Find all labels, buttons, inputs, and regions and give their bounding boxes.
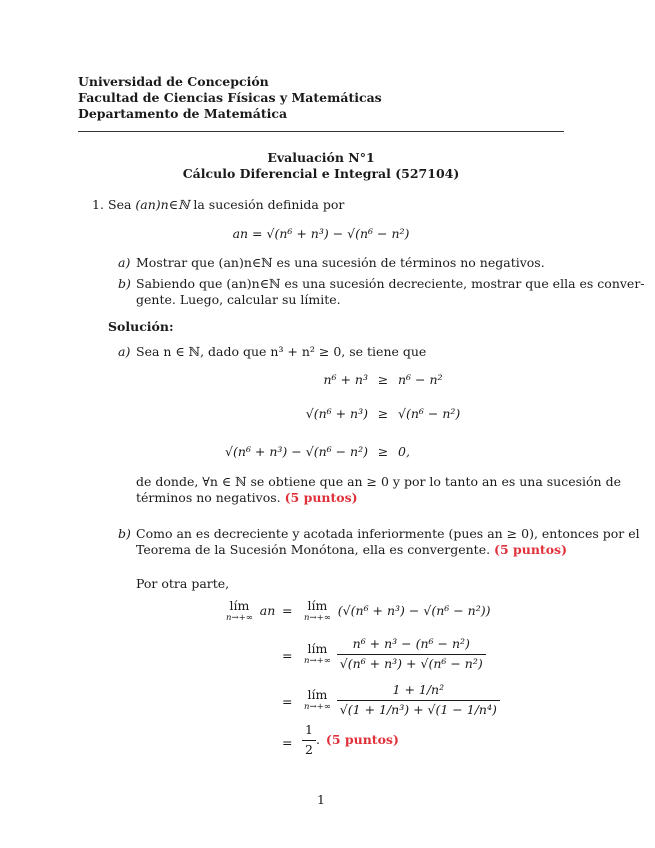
faculty-name: Facultad de Ciencias Físicas y Matemáticas [78, 90, 382, 105]
step2-denominator: √(n⁶ + n³) + √(n⁶ − n²) [339, 655, 483, 671]
limit-row-3-rel: = [282, 694, 293, 709]
solution-b-line2 [136, 542, 567, 559]
exam-title: Evaluación N°1 [267, 150, 375, 165]
ineq2-lhs: √(n⁶ + n³) [305, 406, 368, 421]
problem-number: 1. [92, 197, 104, 212]
problem-intro [108, 197, 344, 214]
department-name: Departamento de Matemática [78, 106, 288, 121]
lim-step2-sub: n→+∞ [304, 655, 331, 666]
solution-heading: Solución: [108, 319, 174, 334]
lim-step2 [304, 643, 331, 665]
sequence-definition: an = √(n⁶ + n³) − √(n⁶ − n²) [232, 226, 410, 241]
step3-denominator: √(1 + 1/n³) + √(1 − 1/n⁴) [339, 701, 497, 717]
part-b-label: b) [118, 276, 131, 291]
step2-fraction [337, 636, 486, 673]
lim-step3 [304, 689, 331, 711]
limit-row-3-rhs [304, 682, 500, 719]
limit-row-4-rel: = [282, 735, 293, 750]
limit-row-1-rhs [304, 600, 491, 622]
problem-intro-pre: Sea [108, 197, 136, 212]
lim-step1 [304, 600, 331, 622]
part-a-text: Mostrar que (an)n∈ℕ es una sucesión de términos no negativos. [136, 255, 545, 270]
page-number: 1 [317, 792, 325, 807]
solution-a-points: (5 puntos) [284, 490, 358, 505]
ineq2-rhs: √(n⁶ − n²) [398, 406, 461, 421]
lim-lhs-sub: n→+∞ [226, 612, 253, 623]
limit-row-4-rhs [302, 722, 399, 759]
university-name: Universidad de Concepción [78, 74, 269, 89]
part-a-label: a) [118, 255, 131, 270]
solution-b-points-2: (5 puntos) [325, 731, 399, 747]
lim-lhs [226, 600, 253, 622]
final-dot: . [315, 731, 320, 747]
limit-row-1 [226, 600, 275, 622]
inequality-row-3 [190, 444, 520, 461]
solution-a-label: a) [118, 344, 131, 359]
limit-row-2-rel: = [282, 648, 293, 663]
step2-numerator: n⁶ + n³ − (n⁶ − n²) [337, 636, 486, 655]
part-b-line1: Sabiendo que (an)n∈ℕ es una sucesión decreciente, mostrar que ella es conver- [136, 276, 645, 291]
inequality-row-2 [250, 406, 520, 423]
lim-step1-word: lím [307, 598, 328, 613]
course-title: Cálculo Diferencial e Integral (527104) [182, 166, 460, 181]
lim-step1-sub: n→+∞ [304, 612, 331, 623]
step1-expr: (√(n⁶ + n³) − √(n⁶ − n²)) [337, 602, 491, 618]
ineq1-rel: ≥ [377, 372, 389, 387]
solution-a-conclusion-1: de donde, ∀n ∈ ℕ se obtiene que an ≥ 0 y por lo tanto an es una sucesión de [136, 474, 621, 489]
final-fraction [302, 722, 316, 759]
final-denominator: 2 [305, 741, 313, 757]
lim-lhs-var: an [259, 602, 276, 618]
step3-fraction [337, 682, 500, 719]
ineq1-rhs: n⁶ − n² [398, 372, 443, 387]
lim-step2-word: lím [307, 641, 328, 657]
ineq3-rhs: 0, [398, 444, 410, 459]
lim-step3-word: lím [307, 687, 328, 703]
problem-intro-seq: (an)n∈ℕ [135, 197, 190, 212]
ineq2-rel: ≥ [377, 406, 389, 421]
inequality-row-1 [250, 372, 520, 389]
final-numerator: 1 [302, 722, 316, 741]
solution-b-points-1: (5 puntos) [494, 542, 567, 557]
lim-step3-sub: n→+∞ [304, 701, 331, 712]
solution-b-line2-text: Teorema de la Sucesión Monótona, ella es convergente. [136, 542, 495, 557]
ineq1-lhs: n⁶ + n³ [323, 372, 368, 387]
step3-numerator: 1 + 1/n² [337, 682, 500, 701]
limit-row-2-rhs [304, 636, 486, 673]
limit-row-1-rel: = [282, 603, 293, 618]
solution-a-intro: Sea n ∈ ℕ, dado que n³ + n² ≥ 0, se tiene que [136, 344, 427, 359]
ineq3-rel: ≥ [377, 444, 389, 459]
solution-a-conclusion-2-text: términos no negativos. [136, 490, 285, 505]
header-rule [78, 131, 564, 132]
lim-lhs-word: lím [229, 598, 250, 613]
solution-b-otra-parte: Por otra parte, [136, 576, 230, 591]
solution-a-conclusion-2 [136, 490, 358, 507]
solution-b-line1: Como an es decreciente y acotada inferiormente (pues an ≥ 0), entonces por el [136, 526, 640, 541]
problem-intro-post: la sucesión definida por [189, 197, 345, 212]
ineq3-lhs: √(n⁶ + n³) − √(n⁶ − n²) [225, 444, 368, 459]
part-b-line2: gente. Luego, calcular su límite. [136, 292, 341, 307]
solution-b-label: b) [118, 526, 131, 541]
